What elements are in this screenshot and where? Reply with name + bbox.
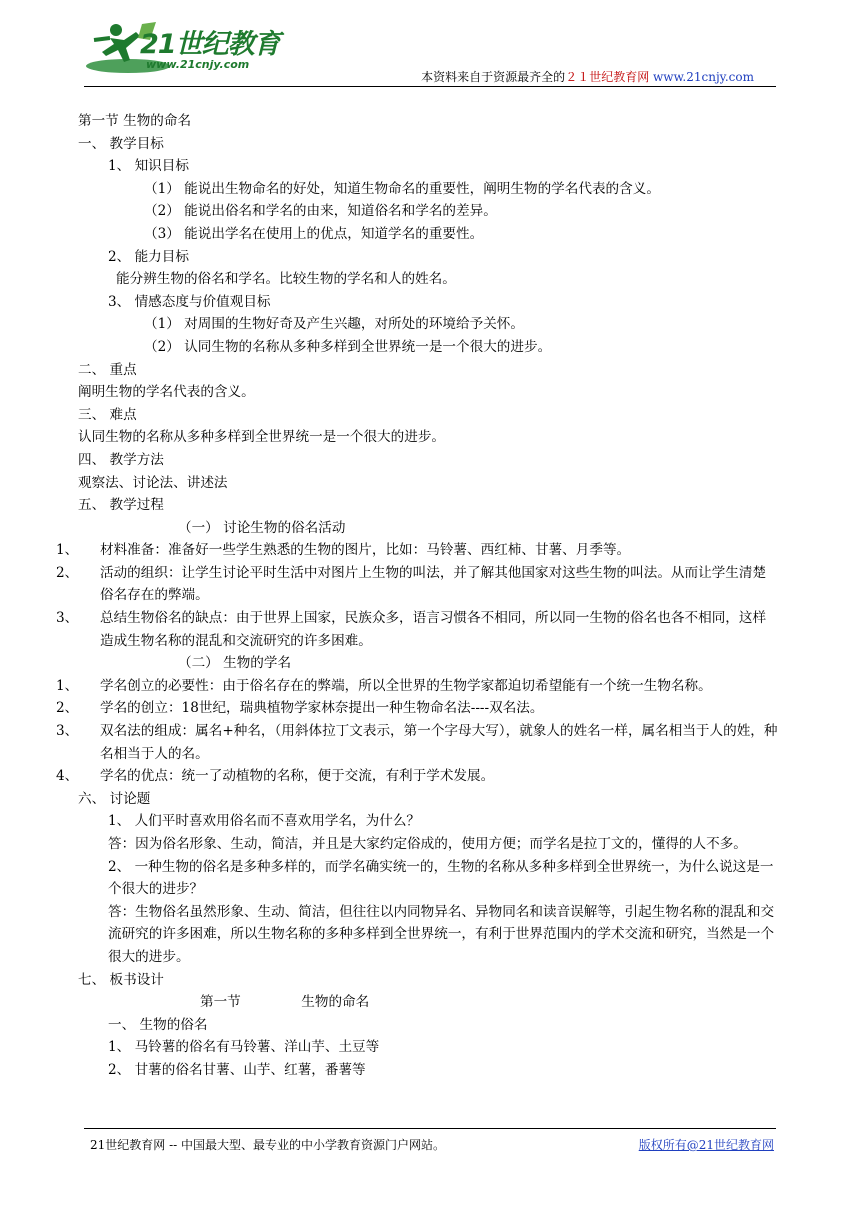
heading-key-points: 二、 重点 [78,361,137,378]
discussion-answer: 答：因为俗名形象、生动，简洁，并且是大家约定俗成的，使用方便；而学名是拉丁文的，懂得的人不多。 [108,836,747,852]
header-note [421,68,754,85]
header-divider [84,86,776,87]
discussion-question: 2、 一种生物的俗名是多种多样的，而学名确实统一的，生物的名称从多种多样到全世界统一，为什么说这是一个很大的进步？ [108,858,774,898]
subheading-ability: 2、 能力目标 [108,248,189,265]
footer-copyright-link[interactable]: 版权所有@21世纪教育网 [638,1138,774,1152]
objective-item: （1） 能说出生物命名的好处，知道生物命名的重要性，阐明生物的学名代表的含义。 [144,180,660,197]
logo-url: www.21cnjy.com [146,58,250,71]
heading-methods: 四、 教学方法 [78,451,164,468]
methods-text: 观察法、讨论法、讲述法 [78,474,228,491]
process-part-2-title: （二） 生物的学名 [178,655,292,672]
list-item: 2、 学名的创立：18世纪，瑞典植物学家林奈提出一种生物命名法----双名法。 [56,700,544,717]
logo-text: 21世纪教育 [140,29,280,60]
difficulty-text: 认同生物的名称从多种多样到全世界统一是一个很大的进步。 [78,429,446,446]
board-title: 第一节 生物的命名 [200,994,370,1011]
page-header [0,0,860,100]
objective-item: （3） 能说出学名在使用上的优点，知道学名的重要性。 [144,225,484,242]
list-item: 3、 总结生物俗名的缺点：由于世界上国家，民族众多，语言习惯各不相同，所以同一生物的俗名也各不相同，这样造成生物名称的混乱和交流研究的许多困难。 [56,610,767,649]
list-item: 1、 学名创立的必要性：由于俗名存在的弊端，所以全世界的生物学家都迫切希望能有一个统一生物名称。 [56,677,712,694]
section-title: 第一节 生物的命名 [78,113,192,129]
key-points-text: 阐明生物的学名代表的含义。 [78,384,255,401]
header-note-site: ２１世纪教育网 [565,70,650,84]
heading-board-design: 七、 板书设计 [78,971,164,988]
list-item: 1、 材料准备：准备好一些学生熟悉的生物的图片，比如：马铃薯、西红柿、甘薯、月季等。 [56,542,631,559]
objective-item: （2） 能说出俗名和学名的由来，知道俗名和学名的差异。 [144,203,497,220]
heading-process: 五、 教学过程 [78,497,164,514]
list-item: 4、 学名的优点：统一了动植物的名称，便于交流，有利于学术发展。 [56,768,495,785]
board-heading: 一、 生物的俗名 [108,1016,208,1033]
subheading-knowledge: 1、 知识目标 [108,158,189,175]
heading-objectives: 一、 教学目标 [78,135,164,152]
header-note-prefix: 本资料来自于资源最齐全的 [421,70,566,84]
objective-item: （1） 对周围的生物好奇及产生兴趣，对所处的环境给予关怀。 [144,316,524,333]
subheading-attitude: 3、 情感态度与价值观目标 [108,293,271,310]
discussion-question: 1、 人们平时喜欢用俗名而不喜欢用学名，为什么？ [108,813,421,830]
footer-divider [84,1128,776,1129]
heading-discussion: 六、 讨论题 [78,790,151,807]
board-item: 2、 甘薯的俗名甘薯、山芋、红薯，番薯等 [108,1061,366,1078]
list-item: 2、 活动的组织：让学生讨论平时生活中对图片上生物的叫法，并了解其他国家对这些生物的叫法。从而让学生清楚俗名存在的弊端。 [56,564,767,604]
ability-text: 能分辨生物的俗名和学名。比较生物的学名和人的姓名。 [116,271,456,288]
process-part-1-title: （一） 讨论生物的俗名活动 [178,519,346,536]
footer-left-text: 21世纪教育网 -- 中国最大型、最专业的中小学教育资源门户网站。 [90,1138,446,1152]
header-note-link[interactable]: www.21cnjy.com [653,70,754,84]
heading-difficulty: 三、 难点 [78,406,137,423]
document-body [56,110,778,1082]
objective-item: （2） 认同生物的名称从多种多样到全世界统一是一个很大的进步。 [144,338,552,355]
discussion-answer: 答：生物俗名虽然形象、生动、简洁，但往往以内同物异名、异物同名和读音误解等，引起生物名称的混乱和交流研究的许多困难，所以生物名称的多种多样到全世界统一，有利于世界范围内的学术交流和研究，当然是一个很大的进步。 [108,903,775,965]
list-item: 3、 双名法的组成：属名+种名，（用斜体拉丁文表示，第一个字母大写），就象人的姓名一样，属名相当于人的姓，种名相当于人的名。 [56,723,778,762]
board-item: 1、 马铃薯的俗名有马铃薯、洋山芋、土豆等 [108,1039,380,1056]
